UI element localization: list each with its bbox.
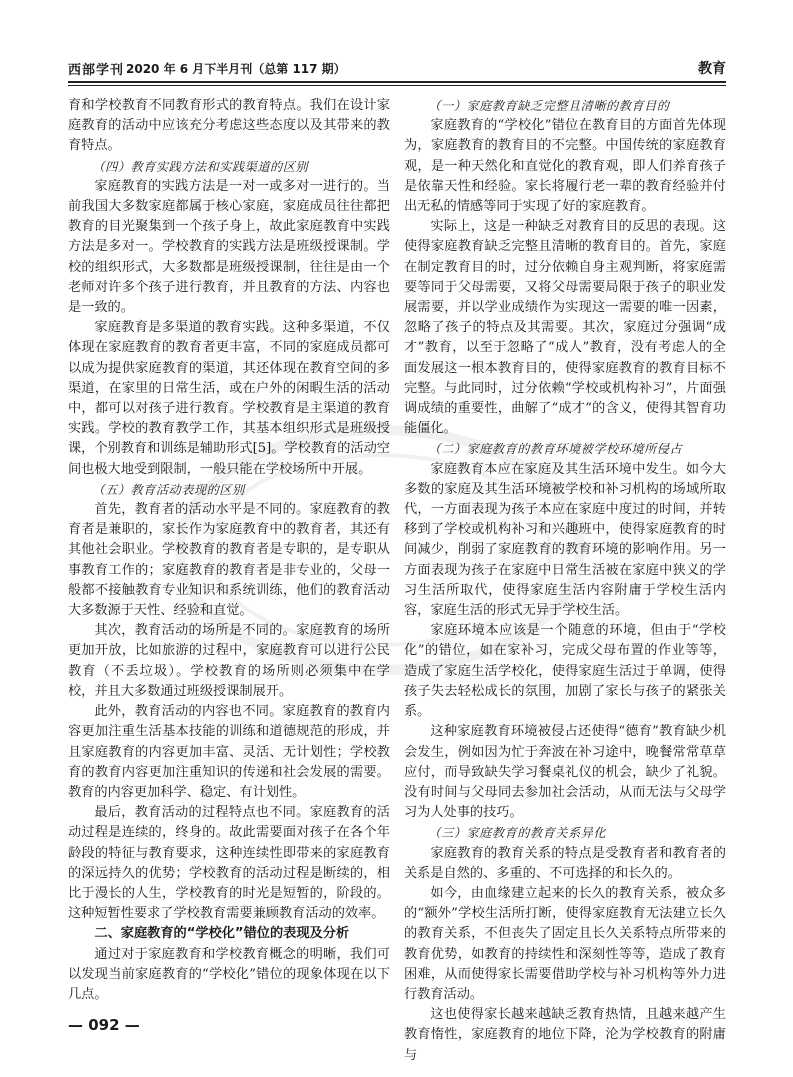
paragraph: 家庭教育本应在家庭及其生活环境中发生。如今大多数的家庭及其生活环境被学校和补习机构的场域所取代，一方面表现为孩子本应在家庭中度过的时间，并转移到了学校或机构补习和兴趣班中，使得家庭教育的时间减少，削弱了家庭教育的教育环境的影响作用。另一方面表现为孩子在家庭中日常生活被在家庭中狭义的学习生活所取代，使得家庭生活内容附庸于学校生活内容，家庭生活的形式无异于学校生活。	[404, 461, 726, 619]
paragraph: 家庭教育是多渠道的教育实践。这种多渠道，不仅体现在家庭教育的教育者更丰富，不同的家庭成员都可以成为提供家庭教育的渠道，其还体现在教育空间的多渠道，在家里的日常生活，或在户外的闲暇生活的活动中，都可以对孩子进行教育。学校教育是主渠道的教育实践。学校的教育教学工作，其基本组织形式是班级授课，个别教育和训练是辅助形式[5]。学校教育的活动空间也极大地受到限制，一般只能在学校场所中开展。	[68, 320, 390, 477]
section-title: 教育	[698, 61, 726, 77]
page-number: — 092 —	[68, 1016, 140, 1034]
subsection-heading: （三）家庭教育的教育关系异化	[428, 826, 607, 841]
subsection-heading: （一）家庭教育缺乏完整且清晰的教育目的	[428, 99, 670, 113]
paragraph: 最后，教育活动的过程特点也不同。家庭教育的活动过程是连续的，终身的。故此需要面对孩子在各个年龄段的特征与教育要求，这种连续性即带来的家庭教育的深远持久的优势；学校教育的活动过程是断续的，相比于漫长的人生，学校教育的时光是短暂的，阶段的。这种短暂性要求了学校教育需要兼顾教育活动的效率。	[68, 805, 390, 922]
page-header	[68, 58, 726, 80]
header-rule-thin	[68, 85, 726, 86]
paragraph: 家庭教育的“学校化”错位在教育目的方面首先体现为，家庭教育的教育目的不完整。中国传统的家庭教育观，是一种天然化和直觉化的教育观，即人们养育孩子是依靠天性和经验。家长将履行老一辈的教育经验并付出无私的情感等同于实现了好的家庭教育。	[404, 118, 726, 215]
paragraph: 实际上，这是一种缺乏对教育目的反思的表现。这使得家庭教育缺乏完整且清晰的教育目的。首先，家庭在制定教育目的时，过分依赖自身主观判断，将家庭需要等同于父母需要，又将父母需要局限于孩子的职业发展需要，并以学业成绩作为实现这一需要的唯一因素，忽略了孩子的特点及其需要。其次，家庭过分强调“成才”教育，以至于忽略了“成人”教育，没有考虑人的全面发展这一根本教育目的，使得家庭教育的教育目标不完整。与此同时，过分依赖“学校或机构补习”，片面强调成绩的重要性，曲解了“成才”的含义，使得其智育功能僵化。	[404, 219, 726, 437]
subsection-heading: （四）教育实践方法和实践渠道的区别	[92, 159, 309, 174]
paragraph: 家庭教育的教育关系的特点是受教育者和教育者的关系是自然的、多重的、不可选择的和长久的。	[404, 845, 726, 881]
right-column	[404, 96, 726, 1066]
paragraph: 育和学校教育不同教育形式的教育特点。我们在设计家庭教育的活动中应该充分考虑这些态度以及其带来的教育特点。	[68, 98, 390, 154]
paragraph: 其次，教育活动的场所是不同的。家庭教育的场所更加开放，比如旅游的过程中，家庭教育可以进行公民教育（不丢垃圾）。学校教育的场所则必须集中在学校，并且大多数通过班级授课制展开。	[68, 623, 390, 699]
paragraph: 这种家庭教育环境被侵占还使得“德育”教育缺少机会发生，例如因为忙于奔波在补习途中，晚餐常常草草应付，而导致缺失学习餐桌礼仪的机会，缺少了礼貌。没有时间与父母同去参加社会活动，从而无法与父母学习为人处事的技巧。	[404, 724, 726, 821]
journal-logo: 西部学刊	[68, 63, 125, 78]
paragraph: 此外，教育活动的内容也不同。家庭教育的教育内容更加注重生活基本技能的训练和道德规范的形成，并且家庭教育的内容更加丰富、灵活、无计划性；学校教育的教育内容更加注重知识的传递和社会发展的需要。教育的内容更加科学、稳定、有计划性。	[68, 704, 390, 800]
header-rule-thick	[68, 81, 726, 83]
subsection-heading: （二）家庭教育的教育环境被学校环境所侵占	[428, 442, 683, 457]
paragraph: 家庭环境本应该是一个随意的环境，但由于“学校化”的错位，如在家补习，完成父母布置的作业等等，造成了家庭生活学校化，使得家庭生活过于单调，使得孩子失去轻松成长的氛围，加剧了家长与孩子的紧张关系。	[404, 623, 726, 720]
paragraph: 如今，由血缘建立起来的长久的教育关系，被众多的“额外”学校生活所打断，使得家庭教育无法建立长久的教育关系，不但丧失了固定且长久关系特点所带来的教育优势，如教育的持续性和深刻性等等，造成了教育困难，从而使得家长需要借助学校与补习机构等外力进行教育活动。	[404, 885, 726, 1002]
paragraph: 首先，教育者的活动水平是不同的。家庭教育的教育者是兼职的，家长作为家庭教育中的教育者，其还有其他社会职业。学校教育的教育者是专职的，是专职从事教育工作的；家庭教育的教育者是非专业的，父母一般都不接触教育专业知识和系统训练，他们的教育活动大多数源于天性、经验和直觉。	[68, 502, 390, 619]
paragraph: 这也使得家长越来越缺乏教育热情，且越来越产生教育惰性，家庭教育的地位下降，沦为学校教育的附庸与	[404, 1007, 726, 1063]
left-column	[68, 96, 390, 1005]
paragraph: 通过对于家庭教育和学校教育概念的明晰，我们可以发现当前家庭教育的“学校化”错位的现象体现在以下几点。	[68, 946, 390, 1002]
subsection-heading: （五）教育活动表现的区别	[92, 482, 245, 497]
section-heading: 二、家庭教育的“学校化”错位的表现及分析	[94, 926, 350, 942]
paragraph: 家庭教育的实践方法是一对一或多对一进行的。当前我国大多数家庭都属于核心家庭，家庭成员往往都把教育的目光聚集到一个孩子身上，故此家庭教育中实践方法是多对一。学校教育的实践方法是班级授课制。学校的组织形式，大多数都是班级授课制，往往是由一个老师对许多个孩子进行教育，并且教育的方法、内容也是一致的。	[68, 178, 390, 316]
issue-info: 2020 年 6 月下半月刊（总第 117 期）	[126, 62, 346, 76]
